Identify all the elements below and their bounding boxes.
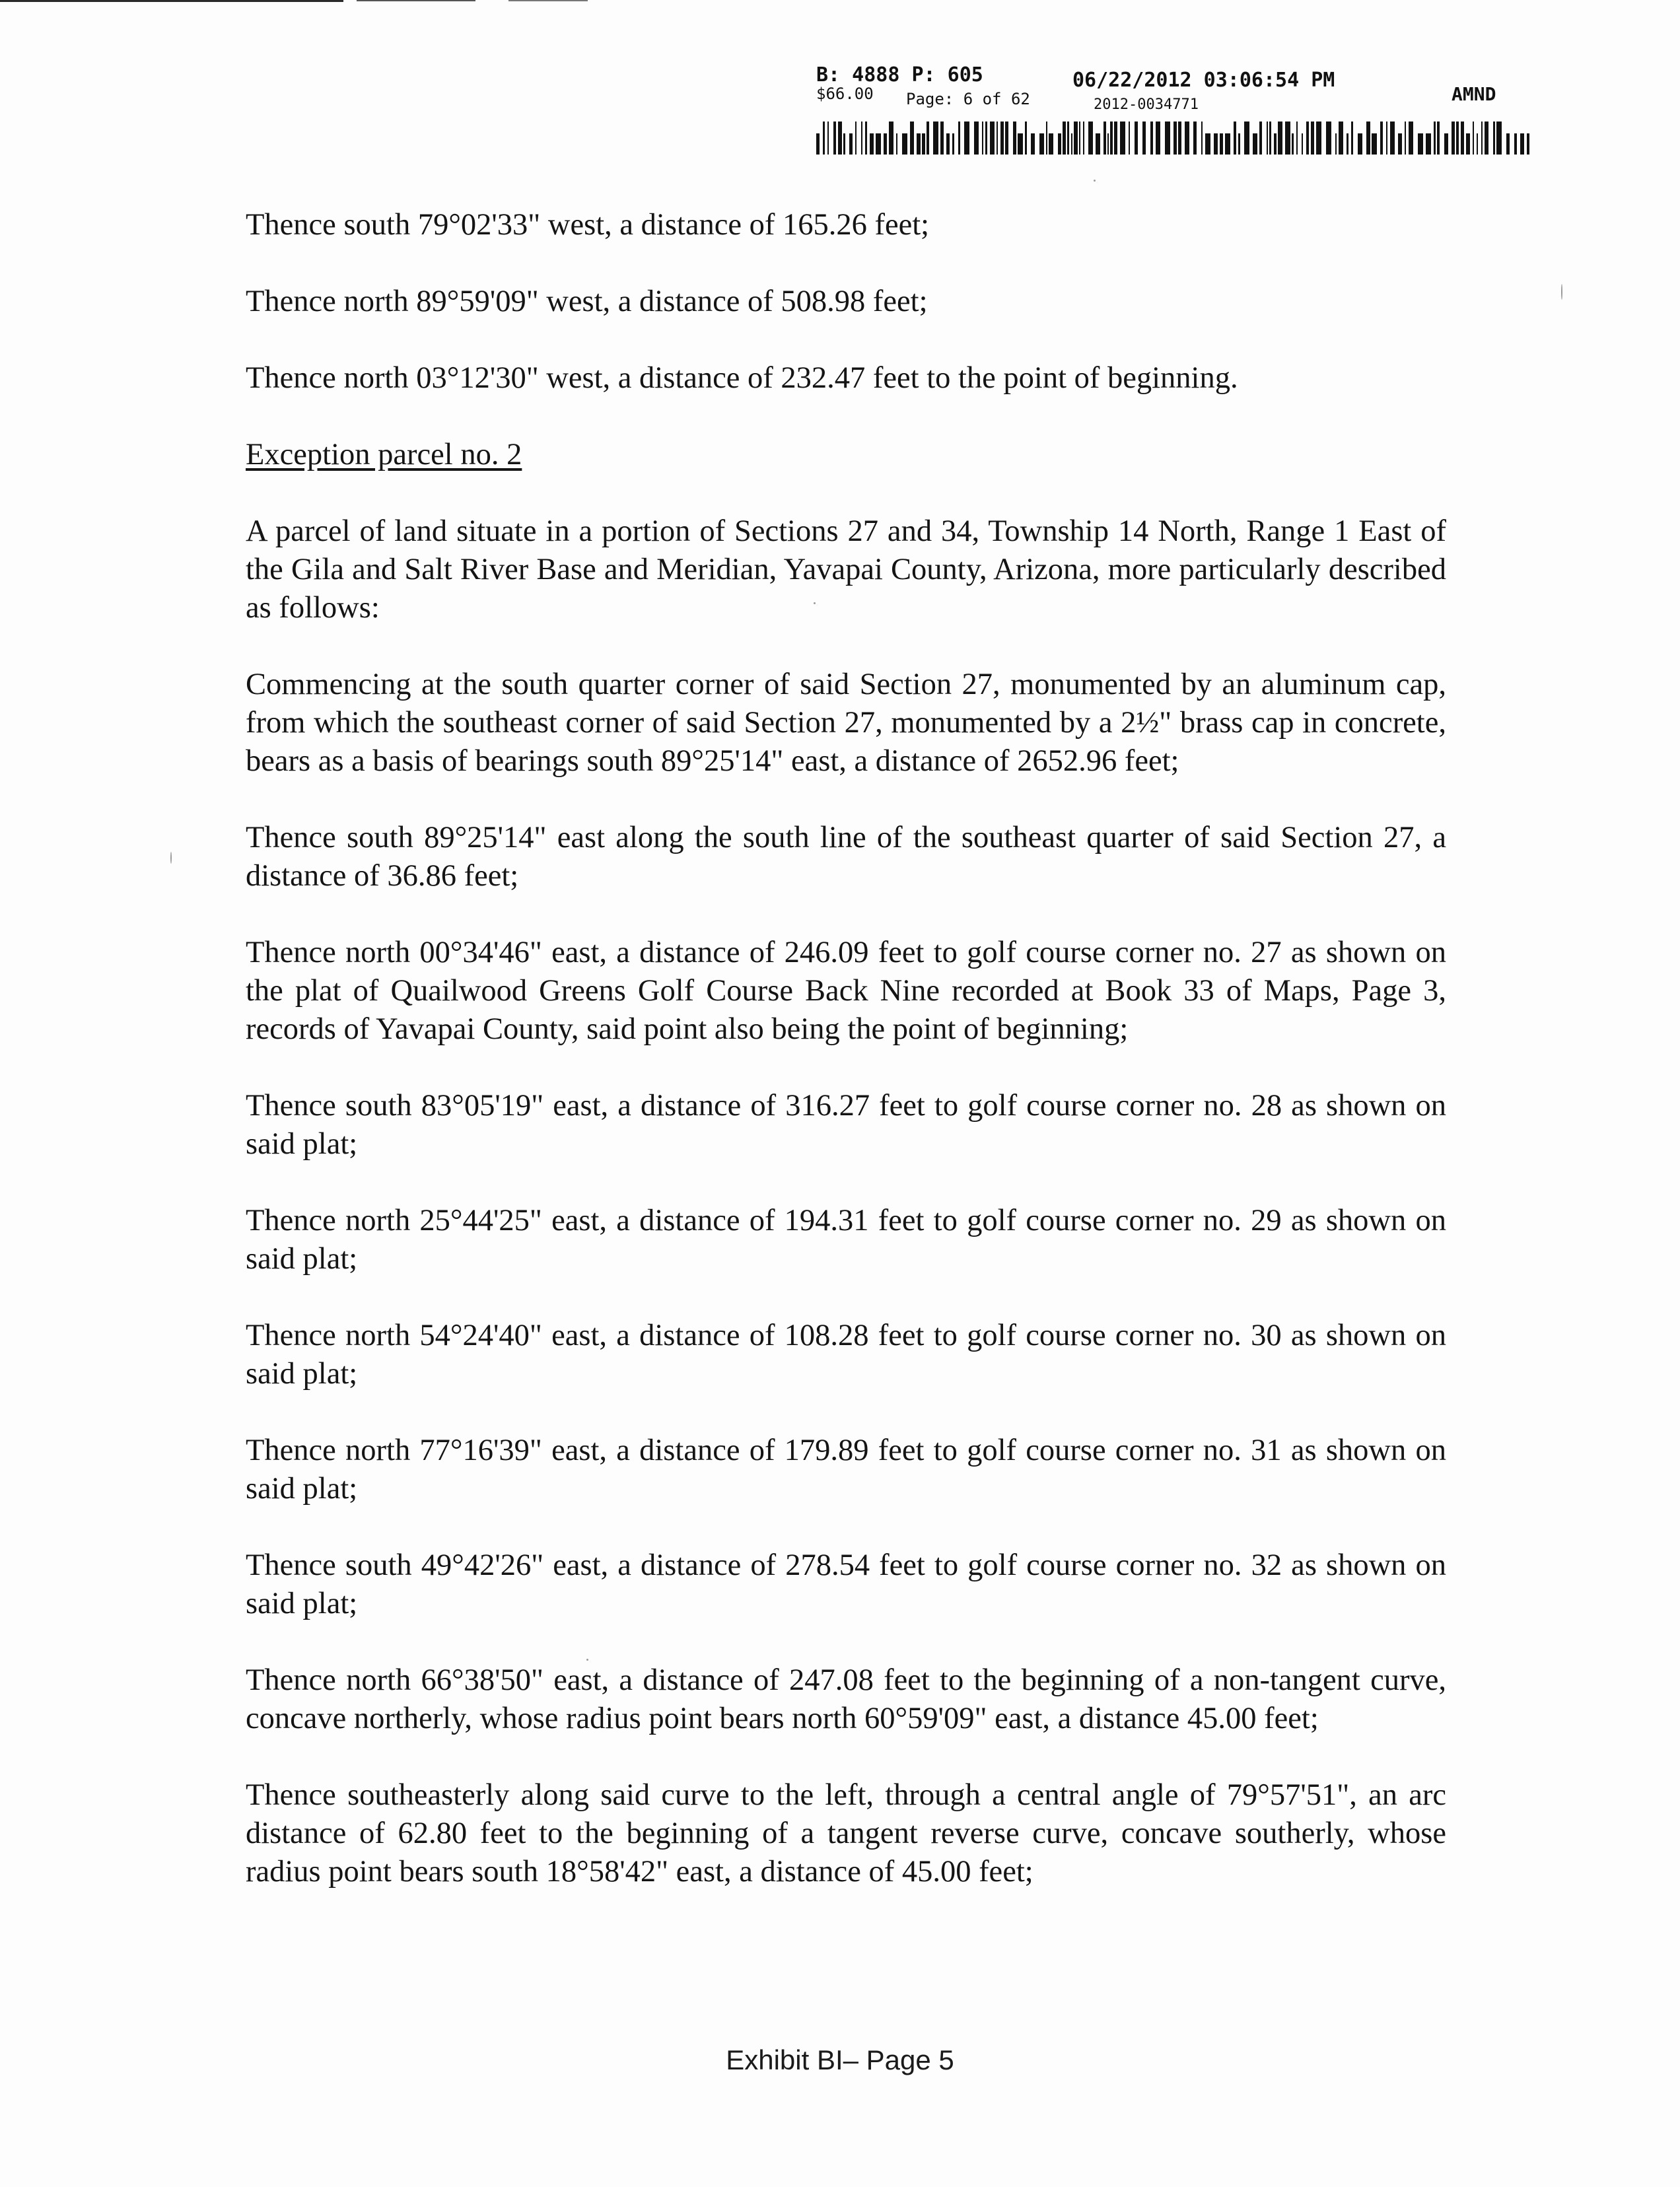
barcode-bar (1173, 122, 1177, 155)
barcode-bar (1335, 133, 1337, 155)
barcode-bar (1018, 133, 1023, 155)
barcode-bar (940, 122, 944, 155)
barcode-bar (1366, 122, 1370, 155)
section-heading: Exception parcel no. 2 (246, 438, 522, 471)
course-paragraph: Thence north 66°38'50" east, a distance of 247.08 feet to the beginning of a non-tangent curve, concave northerly, whose radius point bears north 60°59'09" east, a distance 45.00 feet; (246, 1663, 1446, 1735)
barcode-bar (1372, 133, 1377, 155)
barcode-bar (1129, 122, 1130, 155)
barcode-bar (870, 133, 874, 155)
scan-edge-line (0, 0, 343, 2)
course-paragraph: Thence south 83°05'19" east, a distance of 316.27 feet to golf course corner no. 28 as shown on said plat; (246, 1089, 1446, 1161)
barcode-bar (1339, 122, 1343, 155)
barcode-bar (1527, 133, 1529, 155)
barcode-bar (1278, 122, 1282, 155)
course-paragraph: Thence north 00°34'46" east, a distance of 246.09 feet to golf course corner no. 27 as shown on the plat of Quailwood Greens Golf Course Back Nine recorded at Book 33 of Maps, Page 3, records of Yavapai County, said point also being the point of beginning; (246, 936, 1446, 1046)
stamp-fee: $66.00 (816, 85, 874, 103)
barcode-bar (1049, 133, 1053, 155)
barcode-bar (1114, 122, 1117, 155)
barcode-bar (1269, 122, 1271, 155)
course-paragraph: Thence north 54°24'40" east, a distance of 108.28 feet to golf course corner no. 30 as shown on said plat; (246, 1319, 1446, 1391)
barcode-bar (1405, 122, 1406, 155)
barcode-bar (1514, 133, 1517, 155)
barcode-bar (1520, 133, 1524, 155)
scan-speck (170, 852, 172, 864)
barcode-bar (1193, 122, 1197, 155)
barcode-bar (1088, 122, 1093, 155)
barcode-bar (1067, 122, 1069, 155)
barcode-bar (1031, 133, 1035, 155)
barcode-bar (1079, 122, 1080, 155)
barcode-bar (1473, 122, 1474, 155)
barcode-bar (1292, 133, 1294, 155)
barcode-bar (1444, 133, 1448, 155)
barcode-bar (1456, 122, 1459, 155)
barcode-bar (1418, 133, 1423, 155)
barcode-bar (1165, 122, 1170, 155)
barcode-bar (1107, 133, 1109, 155)
barcode-bar (1225, 133, 1230, 155)
barcode-bar (843, 133, 845, 155)
barcode-bar (1506, 133, 1510, 155)
stamp-doc-type: AMND (1452, 83, 1496, 105)
course-paragraph: Thence north 25°44'25" east, a distance of 194.31 feet to golf course corner no. 29 as shown on said plat; (246, 1204, 1446, 1276)
barcode-bar (1058, 133, 1061, 155)
barcode-bar (1074, 122, 1078, 155)
barcode-bar (1311, 122, 1314, 155)
barcode-bar (1142, 122, 1146, 155)
barcode-bar (1178, 122, 1181, 155)
barcode-bar (1071, 133, 1072, 155)
scan-edge-line (508, 0, 588, 1)
stamp-page-of: Page: 6 of 62 (906, 90, 1030, 108)
barcode-bar (1083, 122, 1084, 155)
barcode-bar (823, 122, 825, 155)
barcode-bar (1466, 133, 1470, 155)
barcode-bar (876, 133, 881, 155)
barcode-bar (1296, 122, 1298, 155)
barcode-bar (1461, 122, 1464, 155)
course-paragraph: Thence north 89°59'09" west, a distance of 508.98 feet; (246, 285, 928, 318)
barcode-bar (833, 122, 836, 155)
barcode-bar (1409, 122, 1413, 155)
commencement-paragraph: Commencing at the south quarter corner of said Section 27, monumented by an aluminum cap, from which the southeast corner of said Section 27, monumented by a 2½" brass cap in concrete, bears as a basis of bearings south 89°25'14" east, a distance of 2652.96 feet; (246, 668, 1446, 778)
barcode-bar (1220, 133, 1223, 155)
barcode-bar (1452, 122, 1455, 155)
barcode-bar (1110, 122, 1113, 155)
barcode-bar (1013, 122, 1016, 155)
barcode-bar (982, 122, 983, 155)
barcode-bar (1347, 133, 1348, 155)
barcode-bar (1135, 122, 1138, 155)
barcode-bar (896, 133, 897, 155)
barcode-bar (855, 122, 857, 155)
barcode-bar (927, 122, 929, 155)
barcode-bar (1426, 133, 1431, 155)
course-paragraph: Thence south 79°02'33" west, a distance of 165.26 feet; (246, 208, 930, 242)
course-paragraph: Thence southeasterly along said curve to the left, through a central angle of 79°57'51", an arc distance of 62.80 feet to the beginning of a tangent reverse curve, concave southerly, whose radius point bears south 18°58'42" east, a distance of 45.00 feet; (246, 1778, 1446, 1889)
barcode-bar (933, 122, 938, 155)
barcode-bar (952, 133, 954, 155)
barcode-bar (1351, 122, 1353, 155)
barcode-bar (1214, 133, 1218, 155)
scan-speck (1094, 180, 1096, 182)
barcode-bar (997, 122, 998, 155)
barcode-bar (1063, 122, 1066, 155)
barcode-bar (861, 122, 862, 155)
barcode-bar (1316, 122, 1321, 155)
stamp-book-page: B: 4888 P: 605 (816, 63, 983, 87)
barcode-bar (1481, 122, 1483, 155)
barcode-bar (1234, 122, 1236, 155)
barcode-bar (816, 133, 820, 155)
barcode-bar (1267, 122, 1268, 155)
barcode-bar (1205, 133, 1210, 155)
barcode-bar (1306, 122, 1309, 155)
barcode-bar (946, 133, 950, 155)
barcode-bar (990, 122, 995, 155)
legal-description (246, 206, 1446, 1929)
barcode-bar (974, 122, 979, 155)
barcode-bar (1274, 133, 1277, 155)
barcode-bar (1477, 133, 1478, 155)
barcode-bar (1096, 133, 1100, 155)
scan-speck (586, 1659, 588, 1661)
barcode-bar (1496, 122, 1502, 155)
course-paragraph: Thence north 03°12'30" west, a distance of 232.47 feet to the point of beginning. (246, 361, 1238, 395)
barcode-bar (1437, 122, 1440, 155)
barcode-bar (985, 122, 987, 155)
course-paragraph: Thence south 89°25'14" east along the south line of the southeast quarter of said Section 27, a distance of 36.86 feet; (246, 821, 1446, 893)
page-footer: Exhibit BI– Page 5 (726, 2044, 954, 2075)
barcode-bar (827, 122, 829, 155)
barcode-bar (1485, 122, 1488, 155)
barcode-bar (1326, 122, 1331, 155)
barcode-bar (1156, 122, 1160, 155)
barcode-bar (1358, 133, 1362, 155)
barcode-bar (922, 133, 925, 155)
barcode-bar (1380, 122, 1383, 155)
barcode-bar (889, 122, 893, 155)
stamp-datetime: 06/22/2012 03:06:54 PM (1072, 69, 1335, 92)
barcode-bar (1434, 122, 1436, 155)
barcode-bar (1390, 122, 1395, 155)
barcode-bar (1259, 122, 1262, 155)
barcode-bar (1185, 122, 1189, 155)
course-paragraph: Thence south 49°42'26" east, a distance of 278.54 feet to golf course corner no. 32 as shown on said plat; (246, 1548, 1446, 1620)
barcode-bar (1103, 122, 1106, 155)
scan-speck (1561, 284, 1562, 300)
barcode-bar (1120, 122, 1125, 155)
barcode-bar (1046, 122, 1047, 155)
recording-barcode (816, 118, 1529, 156)
barcode-bar (1285, 122, 1290, 155)
barcode-bar (1000, 122, 1004, 155)
barcode-bar (1238, 133, 1240, 155)
barcode-bar (1244, 122, 1249, 155)
barcode-bar (838, 122, 842, 155)
course-paragraph: Thence north 77°16'39" east, a distance of 179.89 feet to golf course corner no. 31 as shown on said plat; (246, 1434, 1446, 1506)
barcode-bar (1253, 133, 1257, 155)
barcode-bar (917, 133, 921, 155)
barcode-bar (1493, 122, 1495, 155)
stamp-record-number: 2012-0034771 (1094, 96, 1199, 113)
barcode-bar (884, 133, 887, 155)
barcode-bar (1150, 122, 1153, 155)
barcode-bar (1005, 122, 1008, 155)
barcode-bar (1025, 122, 1027, 155)
barcode-bar (865, 122, 867, 155)
scan-speck (814, 602, 816, 604)
barcode-bar (849, 133, 853, 155)
barcode-bar (1398, 133, 1402, 155)
barcode-bar (1039, 133, 1044, 155)
barcode-bar (1302, 133, 1303, 155)
barcode-bar (964, 122, 969, 155)
barcode-bar (1201, 122, 1203, 155)
barcode-bar (1386, 122, 1387, 155)
scan-edge-line (357, 0, 475, 1)
barcode-bar (958, 122, 960, 155)
barcode-bar (910, 122, 914, 155)
parcel-description-paragraph: A parcel of land situate in a portion of Sections 27 and 34, Township 14 North, Range 1 East of the Gila and Salt River Base and Meridian, Yavapai County, Arizona, more particularly described as follows: (246, 514, 1446, 625)
barcode-bar (902, 133, 907, 155)
